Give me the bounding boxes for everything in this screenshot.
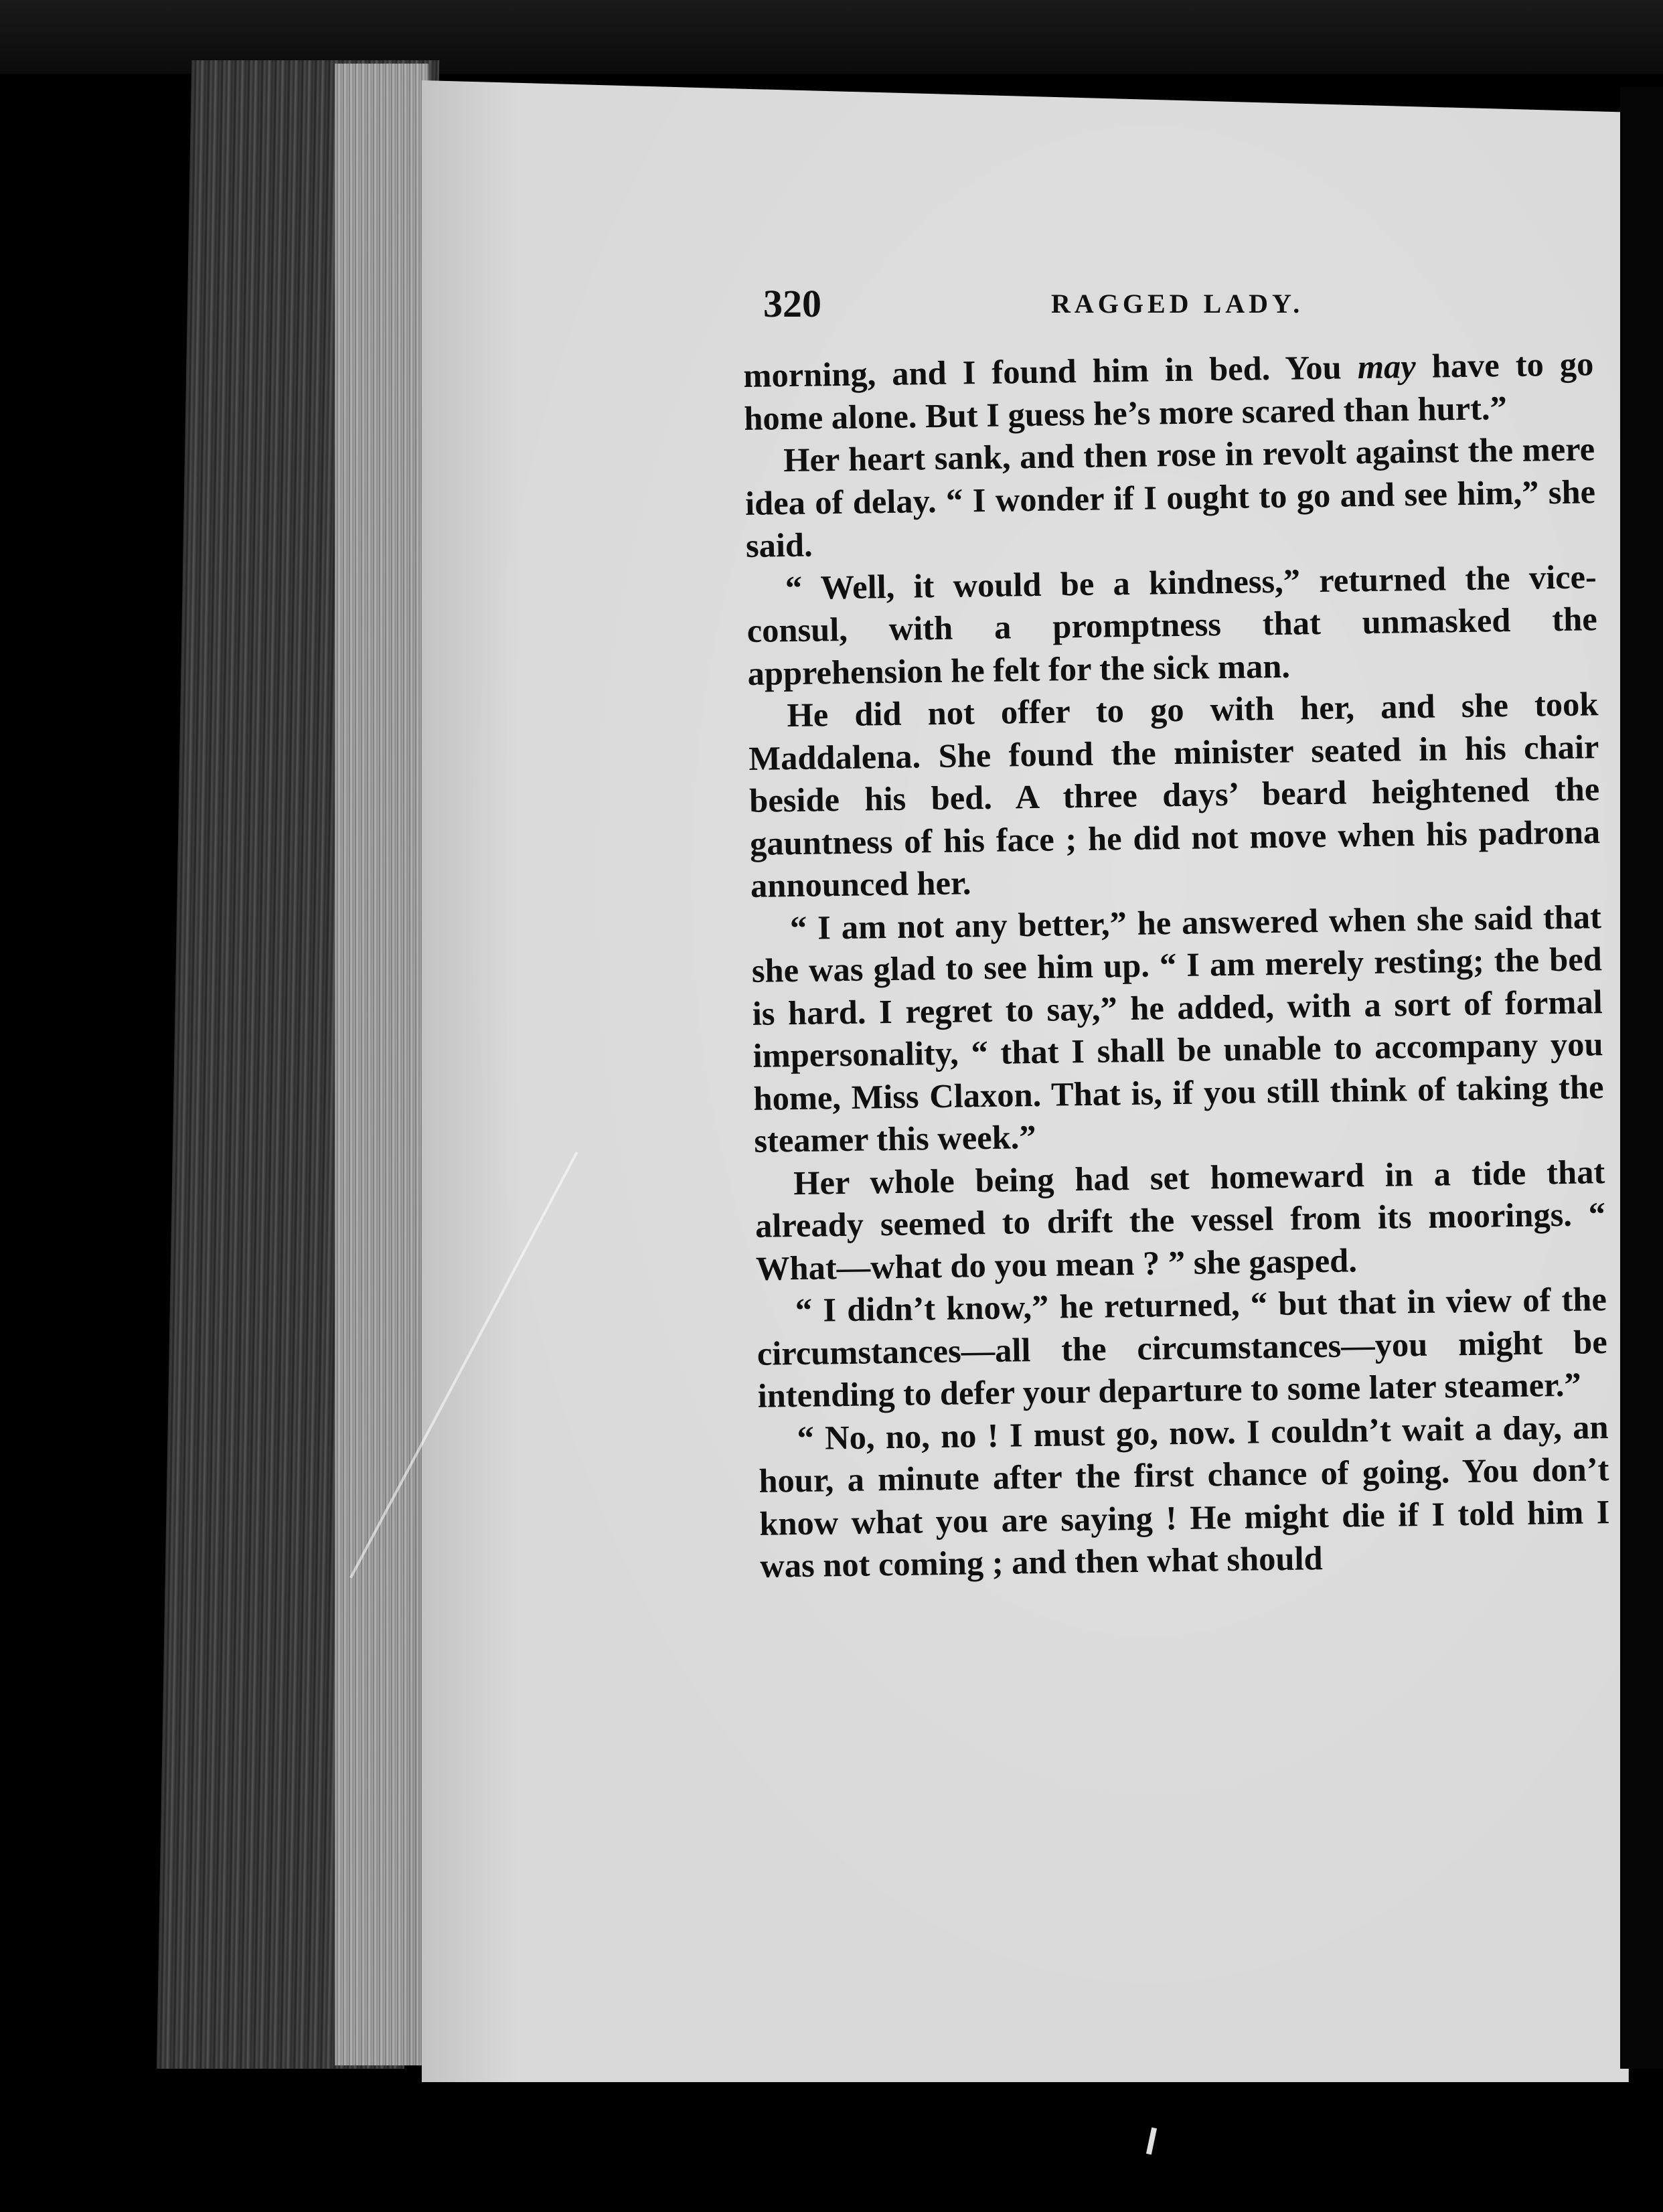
body-text bbox=[743, 343, 1611, 1587]
scan-background-right bbox=[1620, 87, 1663, 2069]
page-number: 320 bbox=[763, 282, 821, 325]
emphasized-word: may bbox=[1357, 347, 1417, 386]
paragraph: “ Well, it would be a kindness,” returned the vice-consul, with a promptness that unmasked the apprehension he felt for the sick man. bbox=[746, 557, 1598, 692]
paragraph: Her whole being had set homeward in a tide that already seemed to drift the vessel from its moorings. “ What—what do you mean ? ” she gasped. bbox=[755, 1152, 1606, 1287]
paragraph: “ No, no, no ! I must go, now. I couldn’t wait a day, an hour, a minute after the first chance of going. You don’t know what you are saying ! He might die if I told him I was not coming ; and then what should bbox=[759, 1407, 1610, 1585]
book-page-edges-light bbox=[335, 64, 428, 2065]
paragraph-text: have to go home alone. But I guess he’s more scared than hurt.” bbox=[743, 345, 1594, 437]
running-head bbox=[763, 281, 1379, 335]
paragraph: “ I didn’t know,” he returned, “ but that in view of the circumstances—all the circumstances—you might be intending to defer your departure to some later steamer.” bbox=[757, 1280, 1608, 1415]
paragraph: Her heart sank, and then rose in revolt against the mere idea of delay. “ I wonder if I ought to go and see him,” she said. bbox=[744, 430, 1596, 564]
paragraph-text: morning, and I found him in bed. You bbox=[743, 348, 1358, 394]
paragraph bbox=[743, 343, 1595, 440]
paragraph: He did not offer to go with her, and she took Maddalena. She found the minister seated in his chair beside his bed. A three days’ beard heightened the gauntness of his face ; he did not move when his padrona announced her. bbox=[748, 685, 1601, 904]
paragraph: “ I am not any better,” he answered when she said that she was glad to see him up. “ I am merely resting; the bed is hard. I regret to say,” he added, with a sort of formal impersonality, “ that I shall be unable to accompany you home, Miss Claxon. That is, if you still think of taking the steamer this week.” bbox=[751, 897, 1604, 1160]
stray-mark bbox=[1146, 2128, 1157, 2155]
running-title: RAGGED LADY. bbox=[1051, 289, 1304, 319]
